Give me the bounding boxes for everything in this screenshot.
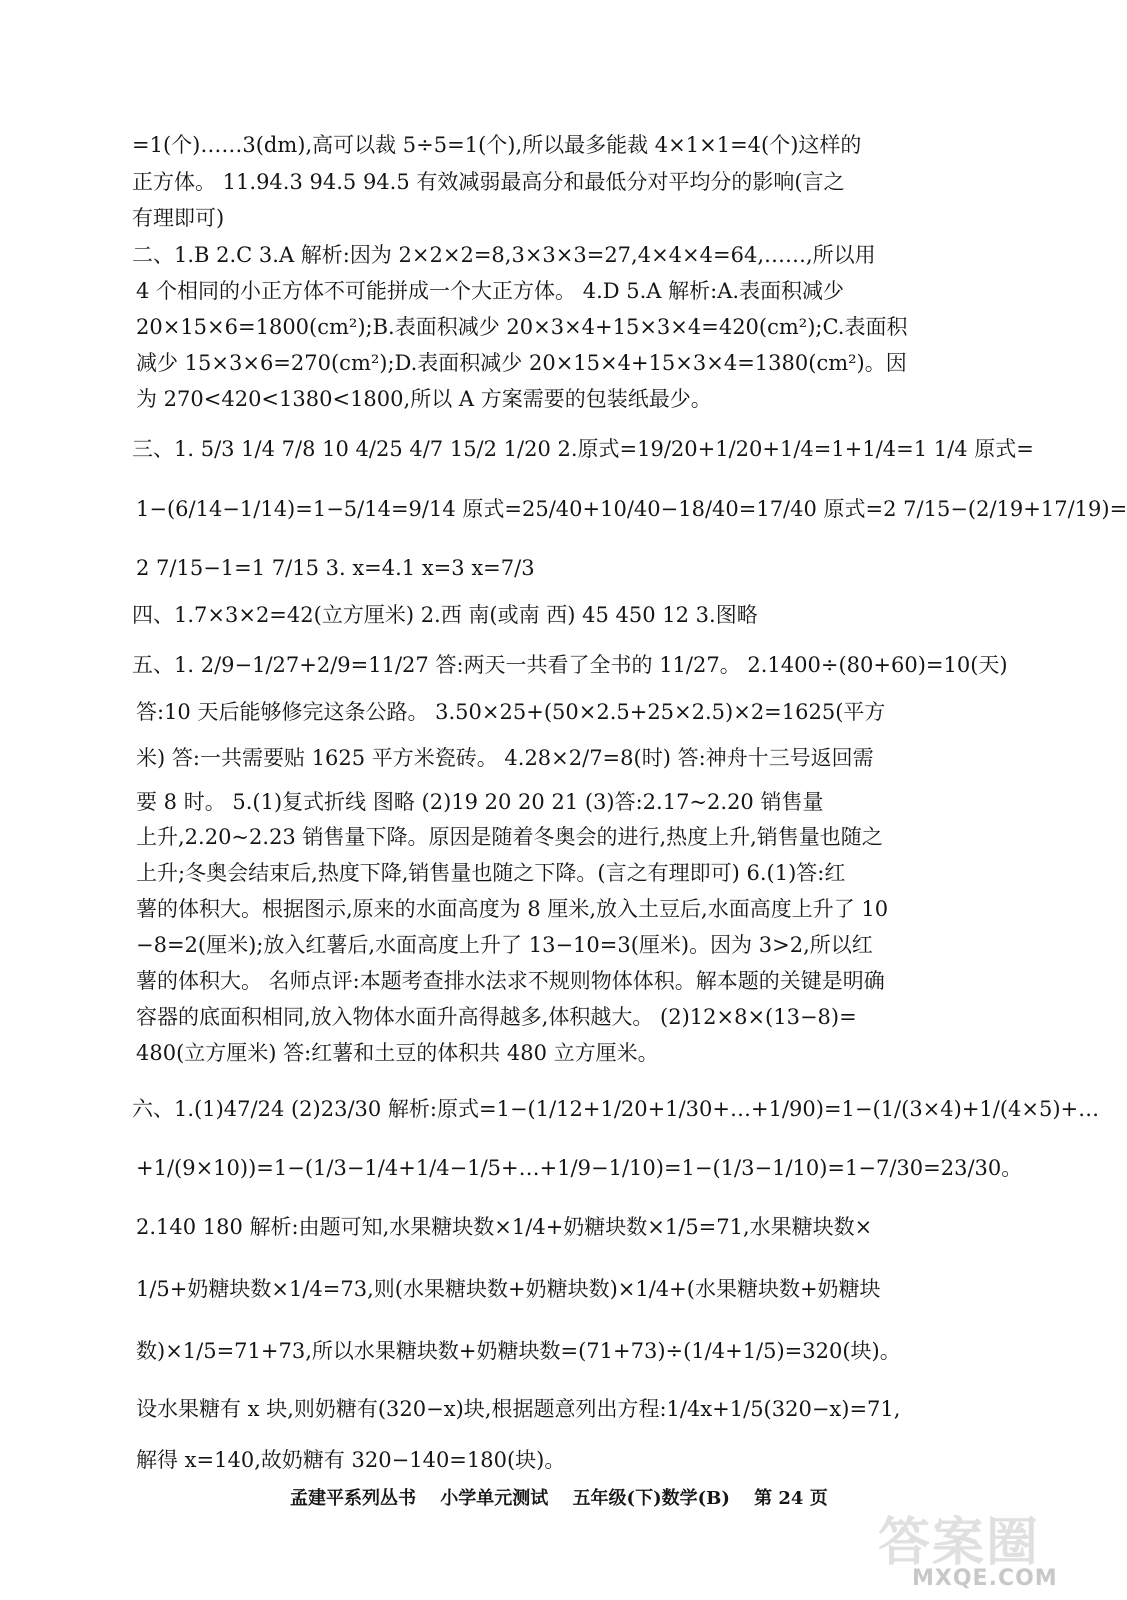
watermark [872, 1500, 1072, 1595]
text-line: 2 7/15−1=1 7/15 3. x=4.1 x=3 x=7/3 [136, 556, 535, 580]
text-line: 减少 15×3×6=270(cm²);D.表面积减少 20×15×4+15×3×4=1380(cm²)。因 [136, 351, 907, 375]
text-line: 20×15×6=1800(cm²);B.表面积减少 20×3×4+15×3×4=420(cm²);C.表面积 [136, 315, 908, 339]
footer-page-number: 第 24 页 [754, 1488, 828, 1509]
text-line: 设水果糖有 x 块,则奶糖有(320−x)块,根据题意列出方程:1/4x+1/5(320−x)=71, [136, 1397, 901, 1421]
text-line: +1/(9×10))=1−(1/3−1/4+1/4−1/5+…+1/9−1/10)=1−(1/3−1/10)=1−7/30=23/30。 [136, 1156, 1023, 1180]
text-line: 四、1.7×3×2=42(立方厘米) 2.西 南(或南 西) 45 450 12 3.图略 [132, 603, 758, 627]
text-line: 1−(6/14−1/14)=1−5/14=9/14 原式=25/40+10/40−18/40=17/40 原式=2 7/15−(2/19+17/19)= [136, 497, 1127, 521]
text-line: 容器的底面积相同,放入物体水面升高得越多,体积越大。 (2)12×8×(13−8)= [136, 1005, 857, 1029]
watermark-site: MXQE.COM [912, 1566, 1058, 1591]
text-line: 薯的体积大。根据图示,原来的水面高度为 8 厘米,放入土豆后,水面高度上升了 10 [136, 897, 889, 921]
text-line: 正方体。 11.94.3 94.5 94.5 有效减弱最高分和最低分对平均分的影响(言之 [132, 170, 845, 194]
text-line: 二、1.B 2.C 3.A 解析:因为 2×2×2=8,3×3×3=27,4×4×4=64,……,所以用 [132, 243, 876, 267]
text-line: 解得 x=140,故奶糖有 320−140=180(块)。 [136, 1448, 566, 1472]
text-line: −8=2(厘米);放入红薯后,水面高度上升了 13−10=3(厘米)。因为 3>2,所以红 [136, 933, 873, 957]
text-line: 上升,2.20~2.23 销售量下降。原因是随着冬奥会的进行,热度上升,销售量也随之 [136, 825, 883, 849]
text-line: =1(个)……3(dm),高可以裁 5÷5=1(个),所以最多能裁 4×1×1=4(个)这样的 [132, 133, 862, 157]
text-line: 1/5+奶糖块数×1/4=73,则(水果糖块数+奶糖块数)×1/4+(水果糖块数+奶糖块 [136, 1277, 881, 1301]
footer-grade: 五年级(下)数学(B) [572, 1488, 730, 1509]
watermark-logo: 答案圈 [878, 1513, 1041, 1573]
text-line: 上升;冬奥会结束后,热度下降,销售量也随之下降。(言之有理即可) 6.(1)答:红 [136, 861, 846, 885]
text-line: 三、1. 5/3 1/4 7/8 10 4/25 4/7 15/2 1/20 2.原式=19/20+1/20+1/4=1+1/4=1 1/4 原式= [132, 437, 1034, 461]
text-line: 米) 答:一共需要贴 1625 平方米瓷砖。 4.28×2/7=8(时) 答:神舟十三号返回需 [136, 746, 874, 770]
text-line: 为 270<420<1380<1800,所以 A 方案需要的包装纸最少。 [136, 387, 712, 411]
text-line: 五、1. 2/9−1/27+2/9=11/27 答:两天一共看了全书的 11/27。 2.1400÷(80+60)=10(天) [132, 653, 1008, 677]
text-line: 答:10 天后能够修完这条公路。 3.50×25+(50×2.5+25×2.5)×2=1625(平方 [136, 700, 886, 724]
text-line: 薯的体积大。 名师点评:本题考查排水法求不规则物体体积。解本题的关键是明确 [136, 969, 885, 993]
text-line: 480(立方厘米) 答:红薯和土豆的体积共 480 立方厘米。 [136, 1041, 659, 1065]
text-line: 2.140 180 解析:由题可知,水果糖块数×1/4+奶糖块数×1/5=71,水果糖块数× [136, 1215, 873, 1239]
text-line: 六、1.(1)47/24 (2)23/30 解析:原式=1−(1/12+1/20+1/30+…+1/90)=1−(1/(3×4)+1/(4×5)+… [132, 1097, 1100, 1121]
footer-series: 孟建平系列丛书 [290, 1488, 416, 1509]
text-line: 4 个相同的小正方体不可能拼成一个大正方体。 4.D 5.A 解析:A.表面积减少 [136, 279, 845, 303]
page-footer [290, 1484, 890, 1510]
text-line: 数)×1/5=71+73,所以水果糖块数+奶糖块数=(71+73)÷(1/4+1/5)=320(块)。 [136, 1339, 901, 1363]
text-line: 有理即可) [132, 206, 225, 230]
footer-book: 小学单元测试 [440, 1488, 549, 1509]
text-line: 要 8 时。 5.(1)复式折线 图略 (2)19 20 20 21 (3)答:2.17~2.20 销售量 [136, 790, 824, 814]
